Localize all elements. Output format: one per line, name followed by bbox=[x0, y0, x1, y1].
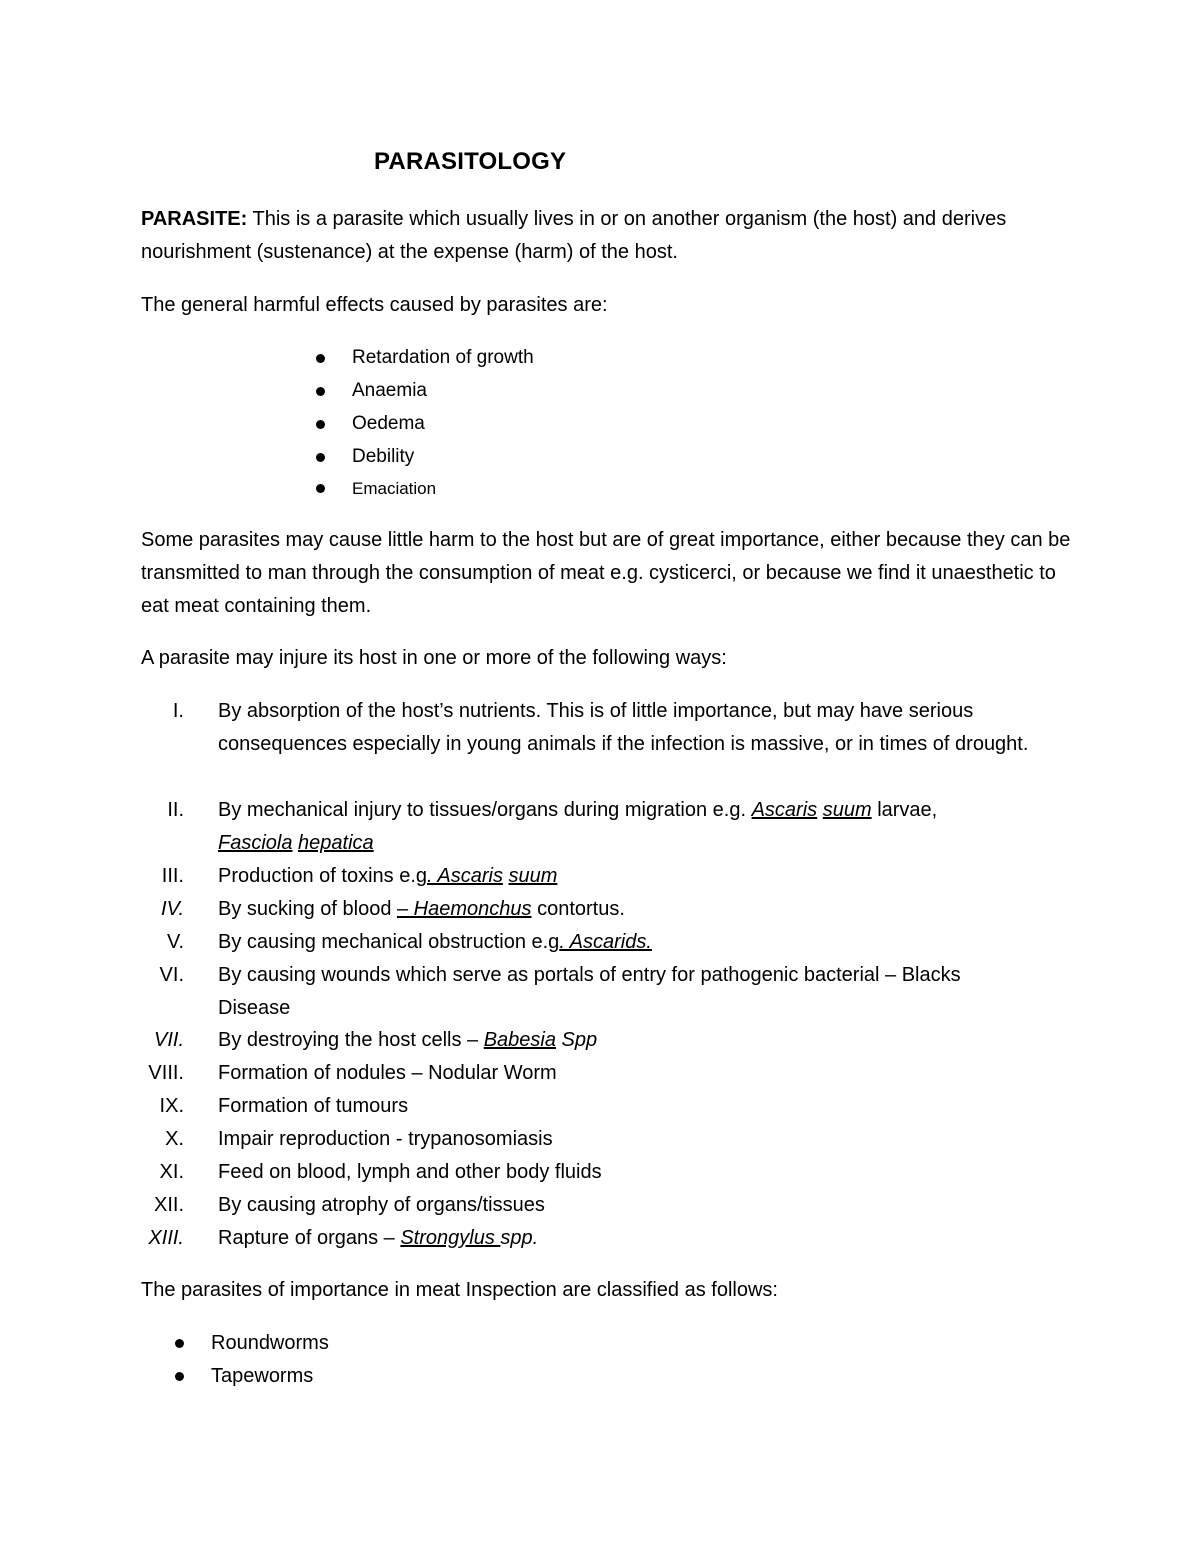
list-number: IV. bbox=[161, 898, 184, 920]
importance-paragraph: Some parasites may cause little harm to the host but are of great importance, either because they can be transmitted to man through the consumption of meat e.g. cysticerci, or because we find it unaesthetic to eat meat containing them. bbox=[141, 529, 1071, 617]
bullet-icon bbox=[316, 453, 325, 462]
list-item: By absorption of the host’s nutrients. This is of little importance, but may have serious consequences especially in young animals if the infection is massive, or in times of drought. bbox=[218, 700, 1029, 755]
list-item: By causing atrophy of organs/tissues bbox=[218, 1194, 545, 1216]
effects-intro: The general harmful effects caused by parasites are: bbox=[141, 294, 608, 316]
list-number: XI. bbox=[159, 1161, 184, 1183]
species-name: . Ascarids. bbox=[559, 931, 652, 953]
list-number: IX. bbox=[159, 1095, 184, 1117]
effect-item: Oedema bbox=[352, 413, 425, 434]
item-text: By destroying the host cells – bbox=[218, 1029, 484, 1051]
list-item bbox=[218, 926, 1058, 959]
item-text: By sucking of blood bbox=[218, 898, 397, 920]
bullet-icon bbox=[175, 1339, 184, 1348]
species-name: . Ascaris bbox=[427, 865, 503, 887]
effect-item: Retardation of growth bbox=[352, 347, 534, 368]
page-title: PARASITOLOGY bbox=[374, 148, 567, 175]
list-item bbox=[218, 1222, 1058, 1255]
list-number: X. bbox=[165, 1128, 184, 1150]
definition-paragraph bbox=[141, 203, 1071, 269]
injury-intro: A parasite may injure its host in one or more of the following ways: bbox=[141, 647, 727, 669]
classification-intro: The parasites of importance in meat Inspection are classified as follows: bbox=[141, 1279, 778, 1301]
bullet-icon bbox=[316, 484, 325, 493]
list-item bbox=[218, 860, 1058, 893]
item-text: Production of toxins e.g bbox=[218, 865, 428, 887]
species-name: hepatica bbox=[298, 832, 374, 854]
list-number: XII. bbox=[153, 1194, 184, 1216]
list-item bbox=[218, 1024, 1058, 1057]
species-name: Ascaris bbox=[751, 799, 818, 821]
list-number: VI. bbox=[159, 964, 184, 986]
bullet-icon bbox=[175, 1372, 184, 1381]
effect-item: Anaemia bbox=[352, 380, 427, 401]
species-name: – Haemonchus bbox=[397, 898, 532, 920]
species-name: Strongylus bbox=[400, 1227, 501, 1249]
list-item bbox=[218, 893, 1058, 926]
list-item bbox=[218, 794, 1058, 860]
effect-item: Emaciation bbox=[352, 479, 437, 498]
list-item: Formation of nodules – Nodular Worm bbox=[218, 1062, 557, 1084]
list-number: II. bbox=[167, 799, 184, 821]
item-text: Rapture of organs – bbox=[218, 1227, 401, 1249]
list-number: V. bbox=[166, 931, 184, 953]
class-item: Roundworms bbox=[211, 1332, 329, 1354]
class-item: Tapeworms bbox=[211, 1365, 314, 1387]
definition-text: This is a parasite which usually lives in or on another organism (the host) and derives nourishment (sustenance) at the expense (harm) of the host. bbox=[141, 208, 1007, 263]
list-number: I. bbox=[172, 700, 184, 722]
list-item: By causing wounds which serve as portals of entry for pathogenic bacterial – Blacks Disease bbox=[218, 964, 961, 1019]
item-text: By mechanical injury to tissues/organs during migration e.g. bbox=[218, 799, 752, 821]
list-item: Feed on blood, lymph and other body fluids bbox=[218, 1161, 602, 1183]
list-number: VII. bbox=[153, 1029, 184, 1051]
list-item: Formation of tumours bbox=[218, 1095, 409, 1117]
item-text: contortus. bbox=[531, 898, 625, 920]
bullet-icon bbox=[316, 387, 325, 396]
list-number: III. bbox=[161, 865, 184, 887]
species-name: suum bbox=[508, 865, 558, 887]
list-item: Impair reproduction - trypanosomiasis bbox=[218, 1128, 553, 1150]
species-suffix: Spp bbox=[555, 1029, 598, 1051]
bullet-icon bbox=[316, 354, 325, 363]
species-suffix: spp. bbox=[500, 1227, 539, 1249]
bullet-icon bbox=[316, 420, 325, 429]
definition-term: PARASITE: bbox=[141, 208, 248, 230]
effect-item: Debility bbox=[352, 446, 415, 467]
list-number: XIII. bbox=[148, 1227, 184, 1249]
item-text: larvae, bbox=[871, 799, 938, 821]
list-number: VIII. bbox=[148, 1062, 184, 1084]
species-name: suum bbox=[822, 799, 872, 821]
item-text: By causing mechanical obstruction e.g bbox=[218, 931, 560, 953]
species-name: Fasciola bbox=[218, 832, 293, 854]
species-name: Babesia bbox=[483, 1029, 556, 1051]
